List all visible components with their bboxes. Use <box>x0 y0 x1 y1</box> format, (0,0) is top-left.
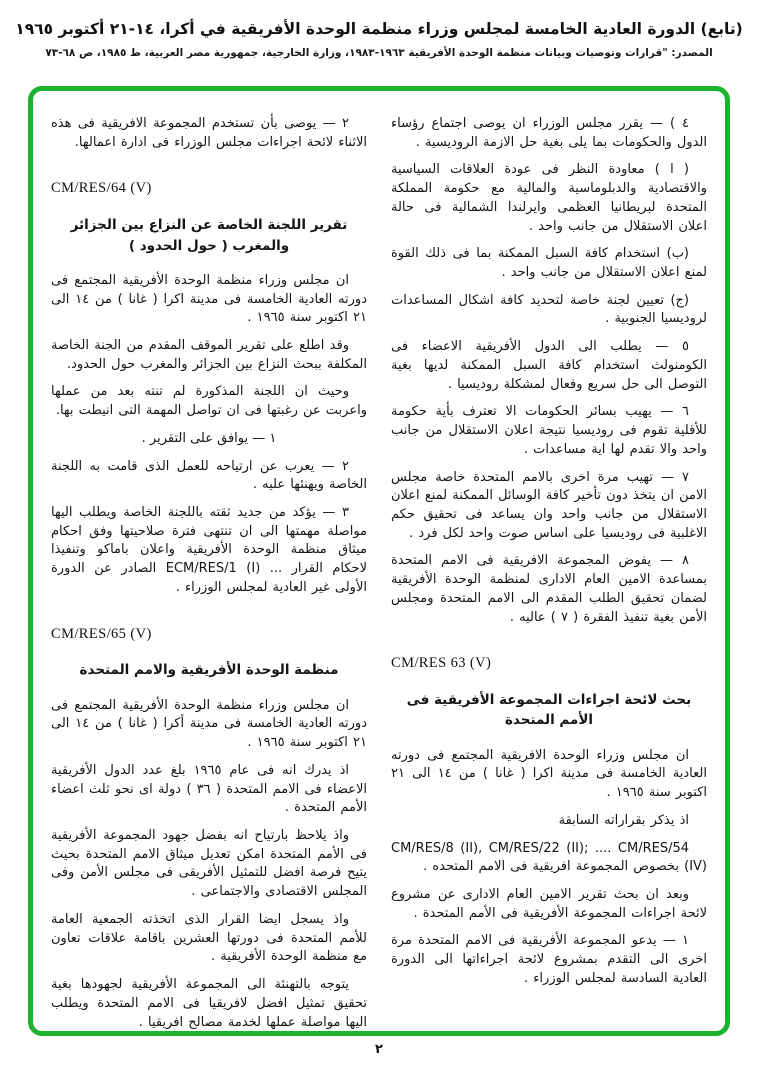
resolution-code: CM/RES/64 (V) <box>51 180 152 197</box>
content-frame <box>28 86 730 1036</box>
paragraph: ٥ — يطلب الى الدول الأفريقية الاعضاء فى الكومنولث استخدام كافة السبل الممكنة لديها بغية التوصل الى حل سريع وفعال لمشكلة روديسيا . <box>391 339 707 392</box>
paragraph: وبعد ان بحث تقرير الامين العام الادارى عن مشروع لائحة اجراءات المجموعة الأفريقية فى الأمم المتحدة . <box>391 886 707 921</box>
paragraph: ٨ — يفوض المجموعة الافريقية فى الامم المتحدة بمساعدة الامين العام الادارى لمنظمة الوحدة الأفريقية لضمان تحقيق الطلب المقدم الى الامم المتحدة ومجلس الأمن بغية تنفيذ الفقرة ( ٧ ) عاليه . <box>391 553 707 625</box>
paragraph: ٢ — يوصى بأن تستخدم المجموعة الافريقية فى هذه الاثناء لائحة اجراءات مجلس الوزراء فى ادارة اعمالها. <box>51 116 367 150</box>
page-header <box>0 0 758 59</box>
paragraph: ١ — يوافق على التقرير . <box>141 430 277 446</box>
paragraph: ٦ — يهيب بسائر الحكومات الا تعترف بأية حكومة للأقلية تقوم فى روديسيا نتيجة اعلان الاستقلال من جانب واحد والا تقدم لها اية مساعدات . <box>391 404 707 457</box>
paragraph: واذ يسجل ايضا القرار الذى اتخذته الجمعية العامة للأمم المتحدة فى دورتها العشرين باقامة علاقات تعاون مع منظمة الوحدة الأفريقية . <box>51 911 367 965</box>
page-footer <box>0 1042 758 1057</box>
paragraph: CM/RES/8 (II), CM/RES/22 (II); .... CM/RES/54 (IV) بخصوص المجموعة افريقية فى الامم المتحده . <box>391 840 707 875</box>
paragraph: ١ — يدعو المجموعة الأفريقية فى الامم المتحدة مرة اخرى الى التقدم بمشروع لائحة اجراءاتها الى الدورة العادية السادسة لمجلس الوزراء . <box>391 933 707 986</box>
paragraph: ٣ — يؤكد من جديد ثقته باللجنة الخاصة ويطلب اليها مواصلة مهمتها الى ان تنتهى فترة صلاحيتها وفق احكام ميثاق منظمة الوحدة الأفريقية واعلان باماكو وتنفيذا لاحكام القرار ... ECM/RES/1 (I) الصادر عن الدورة الأولى غير العادية لمجلس الوزراء . <box>51 505 367 595</box>
paragraph: ان مجلس وزراء الوحدة الافريقية المجتمع فى دورته العادية الخامسة فى مدينة اكرا ( غانا ) من ١٤ الى ٢١ اكتوبر سنة ١٩٦٥ . <box>391 747 707 801</box>
document-title: (تابع) الدورة العادية الخامسة لمجلس وزراء منظمة الوحدة الأفريقية في أكرا، ١٤-٢١ أكتوبر ١٩٦٥ <box>15 20 743 38</box>
paragraph: ان مجلس وزراء منظمة الوحدة الأفريقية المجتمع فى دورته العادية الخامسة فى مدينة أكرا ( غانا ) من ١٤ الى ٢١ اكتوبر سنة ١٩٦٥ . <box>51 697 368 751</box>
paragraph: ان مجلس وزراء منظمة الوحدة الأفريقية المجتمع فى دورته العادية الخامسة فى مدينة اكرا ( غانا ) من ١٤ الى ٢١ اكتوبر سنة ١٩٦٥ . <box>51 272 368 326</box>
paragraph: اذ يذكر بقراراته السابقة <box>558 812 689 828</box>
section-heading: بحث لائحة اجراءات المجموعة الأفريقية فى الأمم المتحدة <box>406 692 692 729</box>
paragraph: (ب) استخدام كافة السبل الممكنة بما فى ذلك القوة لمنع اعلان الاستقلال من جانب واحد . <box>391 246 707 281</box>
paragraph: (ج) تعيين لجنة خاصة لتحديد كافة اشكال المساعدات لروديسيا الجنوبية . <box>391 292 707 327</box>
paragraph: وقد اطلع على تقرير الموقف المقدم من الجنة الخاصة المكلفة ببحث النزاع بين الجزائر والمغرب حول الحدود. <box>51 337 367 372</box>
section-heading: تقرير اللجنة الخاصة عن النزاع بين الجزائر والمغرب ( حول الحدود ) <box>70 217 348 254</box>
paragraph: ٢ — يعرب عن ارتياحه للعمل الذى قامت به اللجنة الخاصة ويهنئها عليه . <box>51 458 367 493</box>
paragraph: اذ يدرك انه فى عام ١٩٦٥ بلغ عدد الدول الأفريقية الاعضاء فى الامم المتحدة ( ٣٦ ) دولة اى نحو ثلث اعضاء الأمم المتحدة . <box>51 762 368 816</box>
resolution-code: CM/RES/65 (V) <box>51 625 152 642</box>
paragraph: ( ا ) معاودة النظر فى عودة العلاقات السياسية والاقتصادية والدبلوماسية والمالية مع حكومة المملكة المتحدة لبريطانيا العظمى وايرلندا الشمالية فى حالة اعلان الاستقلال من جانب واحد . <box>391 162 707 234</box>
paragraph: يتوجه بالتهنئة الى المجموعة الأفريقية لجهودها بغية تحقيق تمثيل افضل لافريقيا فى الامم المتحدة ويطلب اليها مواصلة عملها لخدمة مصالح افريقيا . <box>51 977 367 1030</box>
paragraph: ٤ ) — يقرر مجلس الوزراء ان يوصى اجتماع رؤساء الدول والحكومات بما يلى بغية حل الازمة الروديسية . <box>391 116 707 150</box>
resolution-code: CM/RES 63 (V) <box>391 655 492 672</box>
column-left <box>51 115 368 1030</box>
paragraph: واذ يلاحظ بارتياح انه بفضل جهود المجموعة الأفريقية فى الأمم المتحدة امكن تعديل ميثاق الامم المتحدة بحيث يتيح فرصة افضل للتمثيل الأفريقى فى مجلس الأمن وفى المجلس الاقتصادى والاجتماعى . <box>51 828 367 900</box>
source-citation: المصدر: "قرارات وتوصيات وبيانات منظمة الوحدة الأفريقية ١٩٦٣-١٩٨٣، وزارة الخارجية، جمهورية مصر العربية، ط ١٩٨٥، ص ٦٨-٧٣ <box>45 47 713 59</box>
paragraph: ٧ — تهيب مرة اخرى بالامم المتحدة خاصة مجلس الامن ان يتخذ دون تأخير كافة الوسائل الممكنة لمنع اعلان الاستقلال من جانب واحد وان يساعد فى تحقيق حكم الاغلبية فى روديسيا على اساس صوت واحد لكل فرد . <box>391 469 707 541</box>
column-right <box>391 115 707 1021</box>
page-number: ٢ <box>375 1042 383 1057</box>
section-heading: منظمة الوحدة الأفريقية والامم المتحدة <box>79 662 339 679</box>
paragraph: وحيث ان اللجنة المذكورة لم تنته بعد من عملها واعربت عن رغبتها فى ان تواصل المهمة التى انيطت بها. <box>51 384 367 419</box>
two-column-layout <box>51 115 707 1030</box>
